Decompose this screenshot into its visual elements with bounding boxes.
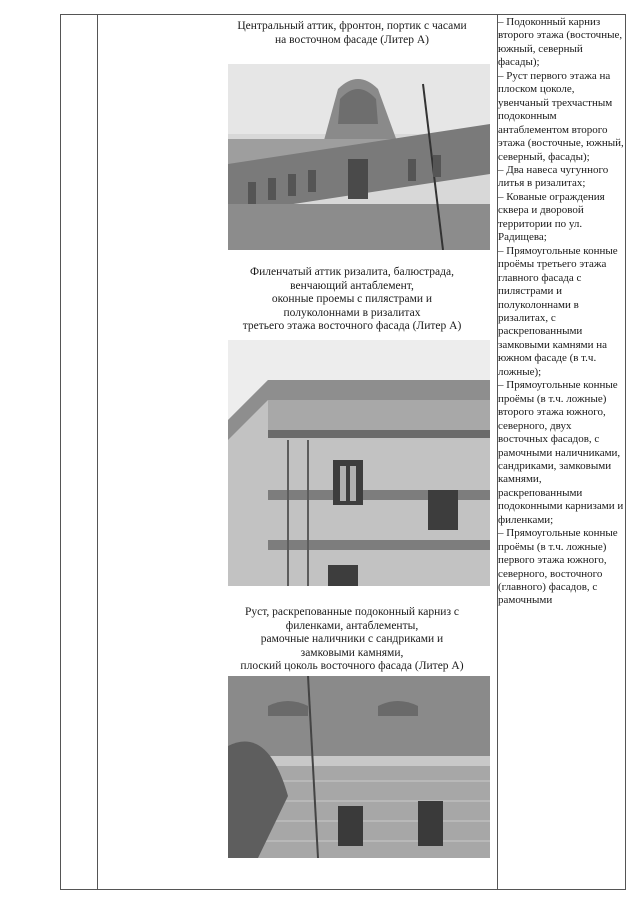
caption-line: плоский цоколь восточного фасада (Литер А) — [240, 660, 464, 673]
caption-line: венчающий антаблемент, — [290, 279, 414, 292]
list-item: – Подоконный карниз второго этажа (восточные, южный, северный фасады); — [498, 16, 623, 69]
photo-caption-2 — [212, 266, 492, 334]
list-item: – Руст первого этажа на плоском цоколе, увенчаный трехчастным подоконным антаблементом второго этажа (восточные, южный, северный, фасады); — [498, 69, 624, 163]
photo-caption-1 — [212, 20, 492, 47]
caption-line: третьего этажа восточного фасада (Литер А) — [242, 320, 462, 333]
corner-balustrade-photo — [228, 340, 490, 586]
caption-line: рамочные наличники с сандриками и — [260, 633, 444, 646]
caption-line: замковыми камнями, — [300, 646, 404, 659]
list-item: – Два навеса чугунного литья в ризалитах; — [498, 163, 609, 190]
rustication-facade-photo — [228, 676, 490, 858]
heritage-elements-list — [498, 16, 624, 608]
caption-line: полуколоннами в ризалитах — [283, 306, 421, 319]
caption-line: Филенчатый аттик ризалита, балюстрада, — [250, 266, 454, 278]
attic-pediment-photo — [228, 64, 490, 250]
list-item: – Кованые ограждения сквера и дворовой территории по ул. Радищева; — [498, 190, 605, 244]
caption-line: на восточном фасаде (Литер А) — [275, 33, 429, 46]
caption-line: Центральный аттик, фронтон, портик с часами — [237, 20, 467, 32]
photo-caption-3 — [212, 606, 492, 674]
list-item: – Прямоугольные конные проёмы (в т.ч. ложные) второго этажа южного, северного, двух восточных фасадов, с рамочными наличниками, сандриками, замковыми камнями, раскрепованными подоконными карнизами и филенками; — [498, 379, 624, 526]
list-item: – Прямоугольные конные проёмы третьего этажа главного фасада с пилястрами и полуколоннами в ризалитах, с раскрепованными замковыми камнями на южном фасаде (в т.ч. ложные); — [498, 244, 618, 378]
caption-line: оконные проемы с пилястрами и — [271, 293, 433, 306]
caption-line: Руст, раскрепованные подоконный карниз с — [245, 606, 459, 618]
column-divider-1 — [97, 14, 98, 890]
list-item: – Прямоугольные конные проёмы (в т.ч. ложные) первого этажа южного, северного, восточного (главного) фасадов, с рамочными — [498, 527, 618, 607]
caption-line: филенками, антаблементы, — [285, 619, 419, 632]
